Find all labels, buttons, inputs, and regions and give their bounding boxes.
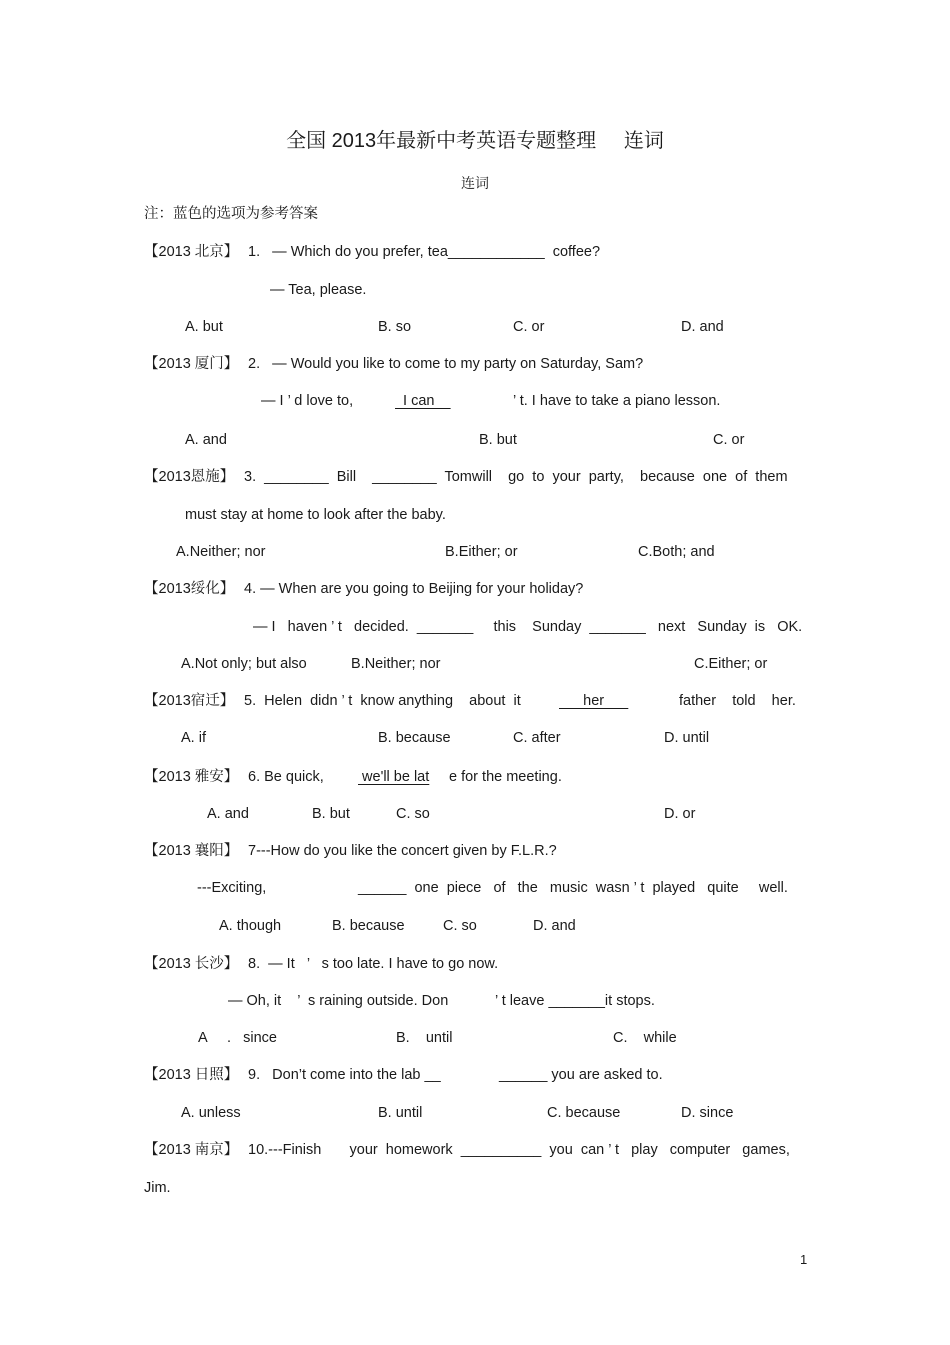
question-text: ______ you are asked to. (499, 1067, 663, 1083)
option: D. since (681, 1105, 734, 1121)
option: D. until (664, 730, 710, 746)
question-text: 10.---Finish your homework __________ you can ’ t play computer games, (248, 1142, 790, 1158)
page-subtitle: 连词 (461, 175, 489, 191)
question-text: ’ t leave _______it stops. (495, 993, 655, 1009)
question-text: e for the meeting. (449, 769, 562, 785)
option: B.Either; or (445, 544, 518, 560)
option: A. and (207, 806, 249, 822)
question-text: 9. Don’t come into the lab __ (248, 1067, 441, 1083)
question-tag: 【2013宿迁】 (144, 693, 235, 709)
question-text: 8. — It ’ s too late. I have to go now. (248, 956, 499, 972)
option: D. or (664, 806, 696, 822)
option: A.Not only; but also (181, 656, 307, 672)
option: A. and (185, 432, 227, 448)
option: C. because (547, 1105, 621, 1121)
question-tag: 【2013 日照】 (144, 1067, 239, 1083)
option: B. because (332, 918, 405, 934)
option: C. or (713, 432, 745, 448)
option: B. until (378, 1105, 423, 1121)
question-text: ’ t. I have to take a piano lesson. (513, 393, 721, 409)
option: C. after (513, 730, 561, 746)
option: C. or (513, 319, 545, 335)
question-tag: 【2013恩施】 (144, 469, 235, 485)
question-text: — Oh, it ’ s raining outside. Don (228, 993, 449, 1009)
answer-underline: her (559, 693, 629, 709)
option: B. but (312, 806, 350, 822)
question-text: 2. — Would you like to come to my party on Saturday, Sam? (248, 356, 644, 372)
option: B. but (479, 432, 517, 448)
question-text: — I haven ’ t decided. _______ this Sunday _______ next Sunday is OK. (253, 619, 803, 635)
option: B.Neither; nor (351, 656, 441, 672)
question-text: 4. — When are you going to Beijing for your holiday? (244, 581, 584, 597)
option: C. so (443, 918, 477, 934)
page-title: 全国 2013年最新中考英语专题整理 连词 (286, 130, 664, 152)
option: A. but (185, 319, 223, 335)
question-text: 3. ________ Bill ________ Tomwill go to your party, because one of them (244, 469, 788, 485)
question-tag: 【2013 襄阳】 (144, 843, 239, 859)
question-tag: 【2013 长沙】 (144, 956, 239, 972)
option: A . since (198, 1030, 277, 1046)
option: C.Both; and (638, 544, 715, 560)
option: C.Either; or (694, 656, 768, 672)
option: C. so (396, 806, 430, 822)
option: A. though (219, 918, 282, 934)
option: A. unless (181, 1105, 241, 1121)
question-text: must stay at home to look after the baby. (185, 507, 446, 523)
question-tag: 【2013绥化】 (144, 581, 235, 597)
question-text: 5. Helen didn ’ t know anything about it (244, 693, 521, 709)
question-text: 1. — Which do you prefer, tea____________ coffee? (248, 244, 601, 260)
question-text: 7---How do you like the concert given by F.L.R.? (248, 843, 557, 859)
option: A.Neither; nor (176, 544, 266, 560)
question-text: father told her. (679, 693, 796, 709)
option: B. because (378, 730, 451, 746)
question-tag: 【2013 南京】 (144, 1142, 239, 1158)
option: D. and (533, 918, 576, 934)
question-tag: 【2013 厦门】 (144, 356, 239, 372)
answer-underline: I can (395, 393, 451, 409)
option: B. until (396, 1030, 453, 1046)
answer-underline: we'll be lat (358, 769, 430, 785)
option: C. while (613, 1030, 677, 1046)
question-text: ______ one piece of the music wasn ’ t played quite well. (358, 880, 788, 896)
note-line: 注：蓝色的选项为参考答案 (144, 206, 318, 222)
question-text: 6. Be quick, (248, 769, 324, 785)
option: D. and (681, 319, 724, 335)
question-text: Jim. (144, 1180, 171, 1196)
question-tag: 【2013 雅安】 (144, 769, 239, 785)
option: B. so (378, 319, 412, 335)
question-text: — I ’ d love to, (261, 393, 354, 409)
option: A. if (181, 730, 206, 746)
question-tag: 【2013 北京】 (144, 244, 239, 260)
question-text: ---Exciting, (197, 880, 267, 896)
question-text: — Tea, please. (270, 282, 367, 298)
page-number: 1 (800, 1252, 808, 1267)
